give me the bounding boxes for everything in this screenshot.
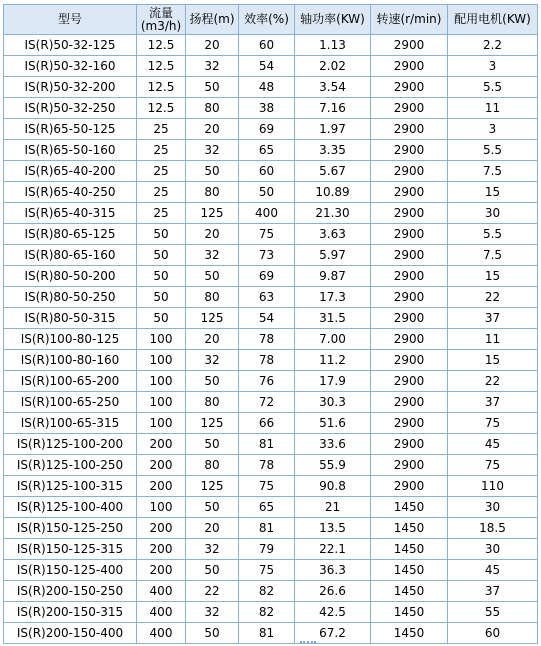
cell-head: 32: [186, 602, 239, 623]
cell-shaft-power: 17.3: [295, 287, 371, 308]
cell-flow: 100: [137, 413, 186, 434]
cell-speed: 2900: [371, 140, 448, 161]
cell-flow: 200: [137, 518, 186, 539]
cell-motor: 5.5: [448, 77, 538, 98]
cell-model: IS(R)50-32-200: [4, 77, 137, 98]
cell-motor: 55: [448, 602, 538, 623]
cell-efficiency: 82: [239, 581, 295, 602]
cell-shaft-power: 51.6: [295, 413, 371, 434]
cell-motor: 75: [448, 413, 538, 434]
cell-head: 50: [186, 371, 239, 392]
table-row: [4, 476, 538, 497]
table-row: [4, 434, 538, 455]
cell-efficiency: 78: [239, 329, 295, 350]
cell-efficiency: 48: [239, 77, 295, 98]
table-row: [4, 35, 538, 56]
cell-shaft-power: 3.54: [295, 77, 371, 98]
cell-speed: 2900: [371, 224, 448, 245]
table-row: [4, 350, 538, 371]
cell-shaft-power: 55.9: [295, 455, 371, 476]
cell-head: 50: [186, 623, 239, 644]
cell-shaft-power: 30.3: [295, 392, 371, 413]
cell-head: 125: [186, 476, 239, 497]
cell-shaft-power: 9.87: [295, 266, 371, 287]
cell-head: 32: [186, 56, 239, 77]
cell-efficiency: 72: [239, 392, 295, 413]
cell-motor: 2.2: [448, 35, 538, 56]
cell-flow: 12.5: [137, 35, 186, 56]
table-body: [4, 35, 538, 644]
cell-speed: 2900: [371, 371, 448, 392]
cell-motor: 30: [448, 203, 538, 224]
cell-head: 125: [186, 413, 239, 434]
cell-head: 80: [186, 98, 239, 119]
cell-head: 20: [186, 119, 239, 140]
cell-speed: 2900: [371, 119, 448, 140]
cell-head: 50: [186, 77, 239, 98]
cell-flow: 50: [137, 308, 186, 329]
cell-model: IS(R)100-80-160: [4, 350, 137, 371]
cell-motor: 22: [448, 371, 538, 392]
cell-shaft-power: 33.6: [295, 434, 371, 455]
cell-shaft-power: 31.5: [295, 308, 371, 329]
cell-model: IS(R)125-100-250: [4, 455, 137, 476]
cell-flow: 200: [137, 434, 186, 455]
table-row: [4, 623, 538, 644]
table-row: [4, 371, 538, 392]
cell-flow: 50: [137, 287, 186, 308]
cell-motor: 75: [448, 455, 538, 476]
cell-shaft-power: 2.02: [295, 56, 371, 77]
cell-shaft-power: 90.8: [295, 476, 371, 497]
cell-head: 32: [186, 245, 239, 266]
cell-speed: 1450: [371, 560, 448, 581]
cell-model: IS(R)100-65-315: [4, 413, 137, 434]
table-row: [4, 182, 538, 203]
cell-speed: 2900: [371, 392, 448, 413]
header-head: 扬程(m): [186, 5, 239, 35]
cell-efficiency: 79: [239, 539, 295, 560]
cell-model: IS(R)100-80-125: [4, 329, 137, 350]
cell-shaft-power: 13.5: [295, 518, 371, 539]
cell-flow: 400: [137, 602, 186, 623]
cell-head: 80: [186, 392, 239, 413]
cell-shaft-power: 3.63: [295, 224, 371, 245]
cell-efficiency: 78: [239, 455, 295, 476]
cell-model: IS(R)125-100-400: [4, 497, 137, 518]
cell-speed: 2900: [371, 56, 448, 77]
cell-head: 125: [186, 203, 239, 224]
cell-head: 20: [186, 329, 239, 350]
cell-speed: 2900: [371, 245, 448, 266]
cell-model: IS(R)200-150-400: [4, 623, 137, 644]
cell-shaft-power: 21.30: [295, 203, 371, 224]
cell-head: 50: [186, 497, 239, 518]
cell-head: 50: [186, 560, 239, 581]
table-row: [4, 56, 538, 77]
cell-efficiency: 75: [239, 224, 295, 245]
cell-speed: 2900: [371, 350, 448, 371]
cell-model: IS(R)65-50-160: [4, 140, 137, 161]
cell-flow: 400: [137, 623, 186, 644]
cell-speed: 2900: [371, 308, 448, 329]
cell-model: IS(R)65-50-125: [4, 119, 137, 140]
cell-model: IS(R)80-65-125: [4, 224, 137, 245]
cell-speed: 1450: [371, 602, 448, 623]
cell-efficiency: 400: [239, 203, 295, 224]
cell-model: IS(R)125-100-315: [4, 476, 137, 497]
table-row: [4, 455, 538, 476]
cell-model: IS(R)65-40-200: [4, 161, 137, 182]
cell-efficiency: 54: [239, 308, 295, 329]
bottom-dotted-mark: [300, 641, 316, 646]
cell-motor: 30: [448, 539, 538, 560]
table-row: [4, 539, 538, 560]
cell-speed: 2900: [371, 329, 448, 350]
cell-speed: 2900: [371, 161, 448, 182]
cell-flow: 25: [137, 182, 186, 203]
cell-model: IS(R)200-150-315: [4, 602, 137, 623]
cell-model: IS(R)80-65-160: [4, 245, 137, 266]
cell-model: IS(R)150-125-400: [4, 560, 137, 581]
cell-efficiency: 78: [239, 350, 295, 371]
cell-head: 20: [186, 224, 239, 245]
cell-motor: 45: [448, 560, 538, 581]
cell-head: 50: [186, 266, 239, 287]
cell-model: IS(R)80-50-315: [4, 308, 137, 329]
table-row: [4, 560, 538, 581]
cell-speed: 1450: [371, 518, 448, 539]
cell-head: 50: [186, 434, 239, 455]
cell-head: 32: [186, 140, 239, 161]
table-row: [4, 77, 538, 98]
cell-motor: 11: [448, 329, 538, 350]
cell-shaft-power: 5.67: [295, 161, 371, 182]
cell-model: IS(R)125-100-200: [4, 434, 137, 455]
cell-efficiency: 81: [239, 623, 295, 644]
cell-motor: 5.5: [448, 140, 538, 161]
cell-speed: 2900: [371, 434, 448, 455]
cell-motor: 110: [448, 476, 538, 497]
cell-head: 20: [186, 35, 239, 56]
header-shaft-power: 轴功率(KW): [295, 5, 371, 35]
header-speed: 转速(r/min): [371, 5, 448, 35]
cell-flow: 200: [137, 539, 186, 560]
table-row: [4, 329, 538, 350]
cell-speed: 2900: [371, 476, 448, 497]
header-flow: [137, 5, 186, 35]
cell-speed: 1450: [371, 581, 448, 602]
cell-flow: 100: [137, 392, 186, 413]
cell-shaft-power: 26.6: [295, 581, 371, 602]
cell-efficiency: 73: [239, 245, 295, 266]
cell-efficiency: 60: [239, 161, 295, 182]
pump-spec-table: [3, 4, 538, 644]
cell-speed: 1450: [371, 497, 448, 518]
cell-model: IS(R)80-50-200: [4, 266, 137, 287]
cell-motor: 5.5: [448, 224, 538, 245]
cell-shaft-power: 22.1: [295, 539, 371, 560]
cell-flow: 12.5: [137, 77, 186, 98]
cell-motor: 60: [448, 623, 538, 644]
cell-shaft-power: 1.97: [295, 119, 371, 140]
cell-shaft-power: 7.00: [295, 329, 371, 350]
cell-motor: 37: [448, 308, 538, 329]
cell-motor: 15: [448, 350, 538, 371]
cell-efficiency: 81: [239, 434, 295, 455]
cell-shaft-power: 42.5: [295, 602, 371, 623]
cell-efficiency: 76: [239, 371, 295, 392]
table-row: [4, 245, 538, 266]
cell-head: 20: [186, 518, 239, 539]
cell-efficiency: 65: [239, 497, 295, 518]
cell-shaft-power: 3.35: [295, 140, 371, 161]
cell-motor: 22: [448, 287, 538, 308]
cell-flow: 12.5: [137, 56, 186, 77]
cell-flow: 200: [137, 560, 186, 581]
spec-table-container: [3, 4, 538, 644]
cell-model: IS(R)100-65-250: [4, 392, 137, 413]
cell-flow: 25: [137, 140, 186, 161]
cell-head: 50: [186, 161, 239, 182]
table-row: [4, 602, 538, 623]
cell-efficiency: 54: [239, 56, 295, 77]
cell-speed: 2900: [371, 35, 448, 56]
cell-flow: 100: [137, 497, 186, 518]
cell-model: IS(R)50-32-160: [4, 56, 137, 77]
cell-flow: 50: [137, 266, 186, 287]
cell-motor: 45: [448, 434, 538, 455]
cell-speed: 2900: [371, 77, 448, 98]
cell-speed: 2900: [371, 287, 448, 308]
cell-shaft-power: 17.9: [295, 371, 371, 392]
cell-shaft-power: 7.16: [295, 98, 371, 119]
cell-shaft-power: 21: [295, 497, 371, 518]
cell-head: 32: [186, 539, 239, 560]
table-row: [4, 161, 538, 182]
cell-efficiency: 69: [239, 119, 295, 140]
table-row: [4, 497, 538, 518]
cell-efficiency: 82: [239, 602, 295, 623]
cell-speed: 2900: [371, 455, 448, 476]
cell-efficiency: 66: [239, 413, 295, 434]
table-row: [4, 413, 538, 434]
cell-efficiency: 81: [239, 518, 295, 539]
cell-motor: 15: [448, 266, 538, 287]
cell-model: IS(R)150-125-250: [4, 518, 137, 539]
cell-model: IS(R)80-50-250: [4, 287, 137, 308]
cell-motor: 15: [448, 182, 538, 203]
cell-speed: 2900: [371, 182, 448, 203]
cell-flow: 25: [137, 203, 186, 224]
cell-speed: 1450: [371, 539, 448, 560]
cell-flow: 400: [137, 581, 186, 602]
cell-flow: 50: [137, 224, 186, 245]
header-flow-line1: 流量: [148, 5, 173, 20]
cell-motor: 30: [448, 497, 538, 518]
table-row: [4, 98, 538, 119]
table-row: [4, 140, 538, 161]
cell-flow: 100: [137, 350, 186, 371]
header-efficiency: 效率(%): [239, 5, 295, 35]
cell-head: 22: [186, 581, 239, 602]
table-row: [4, 119, 538, 140]
cell-model: IS(R)100-65-200: [4, 371, 137, 392]
table-header-row: [4, 5, 538, 35]
cell-motor: 11: [448, 98, 538, 119]
cell-head: 80: [186, 287, 239, 308]
cell-head: 80: [186, 455, 239, 476]
table-row: [4, 224, 538, 245]
cell-flow: 25: [137, 161, 186, 182]
cell-flow: 12.5: [137, 98, 186, 119]
cell-motor: 18.5: [448, 518, 538, 539]
table-row: [4, 203, 538, 224]
cell-efficiency: 60: [239, 35, 295, 56]
cell-speed: 2900: [371, 98, 448, 119]
header-model: 型号: [4, 5, 137, 35]
cell-flow: 200: [137, 455, 186, 476]
cell-flow: 200: [137, 476, 186, 497]
cell-speed: 2900: [371, 413, 448, 434]
cell-speed: 2900: [371, 203, 448, 224]
cell-model: IS(R)200-150-250: [4, 581, 137, 602]
cell-flow: 100: [137, 371, 186, 392]
cell-flow: 100: [137, 329, 186, 350]
cell-shaft-power: 5.97: [295, 245, 371, 266]
cell-motor: 37: [448, 392, 538, 413]
cell-speed: 2900: [371, 266, 448, 287]
cell-efficiency: 38: [239, 98, 295, 119]
cell-shaft-power: 11.2: [295, 350, 371, 371]
cell-efficiency: 50: [239, 182, 295, 203]
cell-motor: 3: [448, 56, 538, 77]
cell-flow: 50: [137, 245, 186, 266]
cell-shaft-power: 67.2: [295, 623, 371, 644]
table-row: [4, 266, 538, 287]
table-row: [4, 287, 538, 308]
table-row: [4, 308, 538, 329]
cell-head: 32: [186, 350, 239, 371]
cell-head: 80: [186, 182, 239, 203]
cell-speed: 1450: [371, 623, 448, 644]
cell-model: IS(R)65-40-250: [4, 182, 137, 203]
cell-motor: 7.5: [448, 161, 538, 182]
cell-efficiency: 63: [239, 287, 295, 308]
cell-flow: 25: [137, 119, 186, 140]
header-motor: 配用电机(KW): [448, 5, 538, 35]
table-row: [4, 392, 538, 413]
cell-motor: 3: [448, 119, 538, 140]
cell-shaft-power: 10.89: [295, 182, 371, 203]
header-flow-line2: (m3/h): [140, 18, 182, 33]
cell-model: IS(R)150-125-315: [4, 539, 137, 560]
cell-shaft-power: 1.13: [295, 35, 371, 56]
cell-efficiency: 69: [239, 266, 295, 287]
cell-efficiency: 65: [239, 140, 295, 161]
cell-model: IS(R)50-32-125: [4, 35, 137, 56]
cell-motor: 7.5: [448, 245, 538, 266]
cell-head: 125: [186, 308, 239, 329]
table-row: [4, 581, 538, 602]
table-row: [4, 518, 538, 539]
cell-model: IS(R)50-32-250: [4, 98, 137, 119]
cell-efficiency: 75: [239, 476, 295, 497]
cell-shaft-power: 36.3: [295, 560, 371, 581]
cell-model: IS(R)65-40-315: [4, 203, 137, 224]
cell-motor: 37: [448, 581, 538, 602]
cell-efficiency: 75: [239, 560, 295, 581]
